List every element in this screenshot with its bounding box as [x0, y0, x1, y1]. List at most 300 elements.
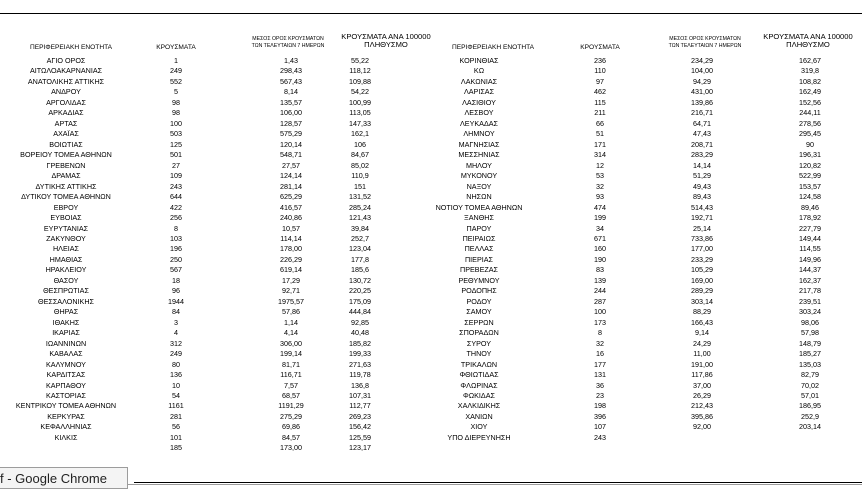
region-cell: ΛΕΥΚΑΔΑΣ [459, 118, 498, 128]
cases-cell: 256 [170, 213, 182, 223]
cases-cell: 36 [596, 380, 604, 390]
cases-cell: 83 [596, 265, 604, 275]
per100k-cell: 107,31 [349, 391, 371, 400]
region-cell: ΚΕΦΑΛΛΗΝΙΑΣ [40, 422, 92, 432]
region-cell: ΚΑΛΥΜΝΟΥ [46, 359, 86, 369]
header-region-right: ΠΕΡΙΦΕΡΕΙΑΚΗ ΕΝΟΤΗΤΑ [451, 44, 535, 51]
cases-cell: 115 [594, 97, 606, 107]
cases-cell: 552 [170, 76, 182, 86]
per100k-cell: 130,72 [349, 275, 371, 285]
avg-cell: 114,14 [280, 233, 302, 243]
per100k-cell: 109,88 [349, 76, 371, 86]
per100k-cell: 153,57 [799, 181, 821, 191]
cases-cell: 56 [172, 422, 180, 432]
cases-cell: 462 [594, 87, 606, 97]
header-region-left: ΠΕΡΙΦΕΡΕΙΑΚΗ ΕΝΟΤΗΤΑ [29, 44, 113, 51]
avg-cell: 117,86 [691, 370, 713, 380]
cases-cell: 32 [596, 338, 604, 348]
cases-cell: 16 [596, 349, 604, 359]
cases-cell: 125 [170, 139, 182, 149]
region-cell: ΡΟΔΟΥ [466, 296, 492, 306]
region-cell: ΠΙΕΡΙΑΣ [464, 254, 493, 264]
cases-cell: 8 [598, 328, 602, 338]
avg-cell: 116,71 [280, 370, 302, 380]
table-row [0, 203, 862, 213]
per100k-cell: 136,8 [351, 380, 369, 390]
header-per100k-left [330, 33, 442, 49]
cases-cell: 54 [172, 391, 180, 400]
header-per100k-line1: ΚΡΟΥΣΜΑΤΑ ΑΝΑ 100000 [341, 32, 431, 41]
cases-cell: 12 [596, 160, 604, 170]
avg-cell: 395,86 [691, 411, 713, 421]
avg-cell: 178,00 [280, 244, 302, 254]
region-cell: ΣΑΜΟΥ [466, 307, 492, 317]
avg-cell: 11,00 [693, 349, 711, 359]
region-cell: ΔΡΑΜΑΣ [51, 171, 81, 181]
region-cell: ΦΩΚΙΔΑΣ [463, 391, 495, 400]
table-row [0, 412, 862, 422]
avg-cell: 275,29 [280, 411, 302, 421]
region-cell: ΙΩΑΝΝΙΝΩΝ [45, 338, 87, 348]
cases-cell: 100 [170, 118, 182, 128]
per100k-cell: 185,27 [799, 349, 821, 359]
cases-cell: 4 [174, 328, 178, 338]
cases-cell: 281 [170, 411, 182, 421]
cases-cell: 243 [594, 432, 606, 442]
cases-cell: 109 [170, 171, 182, 181]
per100k-cell: 108,82 [799, 76, 821, 86]
cases-cell: 671 [594, 233, 606, 243]
avg-cell: 166,43 [691, 317, 713, 327]
cases-cell: 501 [170, 150, 182, 160]
table-row [0, 244, 862, 254]
avg-cell: 283,29 [691, 150, 713, 160]
per100k-cell: 162,49 [799, 87, 821, 97]
per100k-cell: 278,56 [799, 118, 821, 128]
avg-cell: 575,29 [280, 129, 302, 139]
cases-cell: 173 [594, 317, 606, 327]
avg-cell: 191,00 [691, 359, 713, 369]
region-cell: ΠΕΛΛΑΣ [464, 244, 494, 254]
per100k-cell: 522,99 [799, 171, 821, 181]
region-cell: ΣΕΡΡΩΝ [464, 317, 494, 327]
table-row [0, 433, 862, 443]
avg-cell: 216,71 [691, 108, 713, 118]
avg-cell: 57,86 [282, 307, 300, 317]
per100k-cell: 112,77 [349, 401, 371, 411]
cases-cell: 27 [172, 160, 180, 170]
avg-cell: 105,29 [691, 265, 713, 275]
per100k-cell: 285,24 [349, 202, 371, 212]
avg-cell: 139,86 [691, 97, 713, 107]
table-row [0, 182, 862, 192]
table-row [0, 422, 862, 432]
region-cell: ΡΕΘΥΜΝΟΥ [458, 275, 500, 285]
cases-cell: 644 [170, 192, 182, 202]
avg-cell: 64,71 [693, 118, 711, 128]
header-cases-left: ΚΡΟΥΣΜΑΤΑ [156, 44, 196, 51]
region-cell: ΞΑΝΘΗΣ [464, 213, 494, 223]
cases-cell: 98 [172, 97, 180, 107]
table-row [0, 307, 862, 317]
region-cell: ΧΑΛΚΙΔΙΚΗΣ [457, 401, 501, 411]
avg-cell: 233,29 [691, 254, 713, 264]
avg-cell: 135,57 [280, 97, 302, 107]
table-row [0, 77, 862, 87]
table-row [0, 171, 862, 181]
avg-cell: 416,57 [280, 202, 302, 212]
cases-cell: 567 [170, 265, 182, 275]
avg-cell: 548,71 [280, 150, 302, 160]
region-cell: ΛΑΡΙΣΑΣ [463, 87, 495, 97]
region-cell: ΑΙΤΩΛΟΑΚΑΡΝΑΝΙΑΣ [29, 66, 103, 76]
chrome-taskbar-tab[interactable]: f - Google Chrome [0, 467, 128, 489]
table-row [0, 140, 862, 150]
region-cell: ΛΑΚΩΝΙΑΣ [460, 76, 498, 86]
table-row [0, 276, 862, 286]
per100k-cell: 147,33 [349, 118, 371, 128]
region-cell: ΝΟΤΙΟΥ ΤΟΜΕΑ ΑΘΗΝΩΝ [435, 202, 523, 212]
avg-cell: 169,00 [691, 275, 713, 285]
avg-cell: 26,29 [693, 391, 711, 400]
avg-cell: 240,86 [280, 213, 302, 223]
per100k-cell: 319,8 [801, 66, 819, 76]
table-row [0, 370, 862, 380]
avg-cell: 25,14 [693, 223, 711, 233]
cases-cell: 160 [594, 244, 606, 254]
cases-cell: 110 [594, 66, 606, 76]
avg-cell: 306,00 [280, 338, 302, 348]
per100k-cell: 82,79 [801, 370, 819, 380]
avg-cell: 567,43 [280, 76, 302, 86]
per100k-cell: 199,33 [349, 349, 371, 359]
avg-cell: 92,71 [282, 286, 300, 296]
region-cell: ΚΑΡΠΑΘΟΥ [46, 380, 86, 390]
table-row [0, 328, 862, 338]
cases-cell: 131 [594, 370, 606, 380]
per100k-cell: 123,04 [349, 244, 371, 254]
per100k-cell: 100,99 [349, 97, 371, 107]
cases-cell: 101 [170, 432, 182, 442]
per100k-cell: 84,67 [351, 150, 369, 160]
per100k-cell: 175,09 [349, 296, 371, 306]
per100k-cell: 269,23 [349, 411, 371, 421]
cases-cell: 1944 [168, 296, 184, 306]
per100k-cell: 110,9 [351, 171, 369, 181]
header-avg-line2: ΤΩΝ ΤΕΛΕΥΤΑΙΩΝ 7 ΗΜΕΡΩΝ [251, 42, 325, 49]
avg-cell: 89,43 [693, 192, 711, 202]
header-per100k-line1: ΚΡΟΥΣΜΑΤΑ ΑΝΑ 100000 [763, 32, 853, 41]
per100k-cell: 239,51 [799, 296, 821, 306]
per100k-cell: 144,37 [799, 265, 821, 275]
per100k-cell: 151 [354, 181, 366, 191]
avg-cell: 212,43 [691, 401, 713, 411]
cases-cell: 103 [170, 233, 182, 243]
region-cell: ΘΗΡΑΣ [53, 307, 79, 317]
avg-cell: 88,29 [693, 307, 711, 317]
region-cell: ΚΟΡΙΝΘΙΑΣ [459, 56, 499, 65]
top-rule [0, 13, 862, 14]
avg-cell: 51,29 [693, 171, 711, 181]
avg-cell: 84,57 [282, 432, 300, 442]
avg-cell: 124,14 [280, 171, 302, 181]
table-row [0, 339, 862, 349]
header-per100k-right [754, 33, 862, 49]
cases-cell: 250 [170, 254, 182, 264]
region-cell: ΛΕΣΒΟΥ [464, 108, 494, 118]
cases-cell: 97 [596, 76, 604, 86]
avg-cell: 177,00 [691, 244, 713, 254]
per100k-cell: 120,82 [799, 160, 821, 170]
table-row [0, 87, 862, 97]
table-row [0, 265, 862, 275]
header-avg-right [643, 36, 767, 49]
per100k-cell: 135,03 [799, 359, 821, 369]
region-cell: ΚΑΣΤΟΡΙΑΣ [46, 391, 86, 400]
cases-cell: 32 [596, 181, 604, 191]
divider [134, 482, 862, 483]
cases-cell: 211 [594, 108, 606, 118]
avg-cell: 303,14 [691, 296, 713, 306]
avg-cell: 24,29 [693, 338, 711, 348]
region-cell: ΒΟΙΩΤΙΑΣ [49, 139, 83, 149]
per100k-cell: 178,92 [799, 213, 821, 223]
avg-cell: 69,86 [282, 422, 300, 432]
region-cell: ΠΑΡΟΥ [466, 223, 492, 233]
cases-cell: 51 [596, 129, 604, 139]
avg-cell: 47,43 [693, 129, 711, 139]
table-row [0, 224, 862, 234]
region-cell: ΑΡΓΟΛΙΔΑΣ [46, 97, 86, 107]
region-cell: ΠΡΕΒΕΖΑΣ [460, 265, 498, 275]
cases-cell: 249 [170, 66, 182, 76]
avg-cell: 431,00 [691, 87, 713, 97]
table-row [0, 129, 862, 139]
data-table [0, 56, 862, 454]
avg-cell: 92,00 [693, 422, 711, 432]
per100k-cell: 54,22 [351, 87, 369, 97]
per100k-cell: 271,63 [349, 359, 371, 369]
region-cell: ΚΕΝΤΡΙΚΟΥ ΤΟΜΕΑ ΑΘΗΝΩΝ [15, 401, 117, 411]
avg-cell: 4,14 [284, 328, 298, 338]
region-cell: ΕΒΡΟΥ [53, 202, 79, 212]
avg-cell: 1,14 [284, 317, 298, 327]
per100k-cell: 196,31 [799, 150, 821, 160]
cases-cell: 34 [596, 223, 604, 233]
avg-cell: 68,57 [282, 391, 300, 400]
cases-cell: 244 [594, 286, 606, 296]
per100k-cell: 125,59 [349, 432, 371, 442]
region-cell: ΡΟΔΟΠΗΣ [461, 286, 497, 296]
region-cell: ΚΑΡΔΙΤΣΑΣ [46, 370, 86, 380]
avg-cell: 192,71 [691, 213, 713, 223]
per100k-cell: 113,05 [349, 108, 371, 118]
region-cell: ΘΑΣΟΥ [53, 275, 79, 285]
cases-cell: 474 [594, 202, 606, 212]
region-cell: ΦΘΙΩΤΙΔΑΣ [459, 370, 499, 380]
avg-cell: 49,43 [693, 181, 711, 191]
per100k-cell: 148,79 [799, 338, 821, 348]
region-cell: ΚΩ [473, 66, 485, 76]
per100k-cell: 203,14 [799, 422, 821, 432]
region-cell: ΑΧΑΪΑΣ [53, 129, 79, 139]
cases-cell: 8 [174, 223, 178, 233]
avg-cell: 17,29 [282, 275, 300, 285]
header-avg-line1: ΜΕΣΟΣ ΟΡΟΣ ΚΡΟΥΣΜΑΤΩΝ [252, 36, 324, 42]
per100k-cell: 252,9 [801, 411, 819, 421]
per100k-cell: 123,17 [349, 443, 371, 453]
per100k-cell: 177,8 [351, 254, 369, 264]
cases-cell: 139 [594, 275, 606, 285]
cases-cell: 93 [596, 192, 604, 202]
avg-cell: 10,57 [282, 223, 300, 233]
table-row [0, 56, 862, 66]
avg-cell: 94,29 [693, 76, 711, 86]
taskbar-line [128, 484, 862, 485]
region-cell: ΣΠΟΡΑΔΩΝ [459, 328, 499, 338]
per100k-cell: 124,58 [799, 192, 821, 202]
cases-cell: 1161 [168, 401, 184, 411]
avg-cell: 128,57 [280, 118, 302, 128]
cases-cell: 185 [170, 443, 182, 453]
per100k-cell: 70,02 [801, 380, 819, 390]
per100k-cell: 252,7 [351, 233, 369, 243]
cases-cell: 177 [594, 359, 606, 369]
region-cell: ΗΜΑΘΙΑΣ [49, 254, 83, 264]
cases-cell: 396 [594, 411, 606, 421]
avg-cell: 234,29 [691, 56, 713, 65]
avg-cell: 289,29 [691, 286, 713, 296]
region-cell: ΜΑΓΝΗΣΙΑΣ [458, 139, 500, 149]
per100k-cell: 444,84 [349, 307, 371, 317]
per100k-cell: 303,24 [799, 307, 821, 317]
per100k-cell: 227,79 [799, 223, 821, 233]
per100k-cell: 118,12 [349, 66, 371, 76]
region-cell: ΦΛΩΡΙΝΑΣ [460, 380, 498, 390]
table-row [0, 381, 862, 391]
header-per100k-line2: ΠΛΗΘΥΣΜΟ [364, 40, 408, 49]
region-cell: ΑΓΙΟ ΟΡΟΣ [46, 56, 86, 65]
cases-cell: 136 [170, 370, 182, 380]
region-cell: ΤΡΙΚΑΛΩΝ [460, 359, 498, 369]
region-cell: ΑΡΚΑΔΙΑΣ [48, 108, 84, 118]
per100k-cell: 149,44 [799, 233, 821, 243]
cases-cell: 100 [594, 307, 606, 317]
table-row [0, 391, 862, 401]
avg-cell: 281,14 [280, 181, 302, 191]
region-cell: ΣΥΡΟΥ [466, 338, 492, 348]
per100k-cell: 39,84 [351, 223, 369, 233]
table-row [0, 318, 862, 328]
per100k-cell: 217,78 [799, 286, 821, 296]
per100k-cell: 90 [806, 139, 814, 149]
avg-cell: 619,14 [280, 265, 302, 275]
region-cell: ΝΗΣΩΝ [466, 192, 492, 202]
avg-cell: 120,14 [280, 139, 302, 149]
table-row [0, 360, 862, 370]
region-cell: ΖΑΚΥΝΘΟΥ [46, 233, 86, 243]
cases-cell: 84 [172, 307, 180, 317]
avg-cell: 1191,29 [278, 401, 304, 411]
per100k-cell: 98,06 [801, 317, 819, 327]
per100k-cell: 131,52 [349, 192, 371, 202]
per100k-cell: 185,82 [349, 338, 371, 348]
avg-cell: 298,43 [280, 66, 302, 76]
cases-cell: 171 [594, 139, 606, 149]
region-cell: ΕΥΡΥΤΑΝΙΑΣ [43, 223, 89, 233]
per100k-cell: 162,67 [799, 56, 821, 65]
per100k-cell: 121,43 [349, 213, 371, 223]
region-cell: ΧΙΟΥ [470, 422, 488, 432]
table-row [0, 192, 862, 202]
per100k-cell: 92,85 [351, 317, 369, 327]
region-cell: ΛΗΜΝΟΥ [463, 129, 495, 139]
region-cell: ΗΛΕΙΑΣ [52, 244, 80, 254]
region-cell: ΗΡΑΚΛΕΙΟΥ [45, 265, 87, 275]
avg-cell: 625,29 [280, 192, 302, 202]
region-cell: ΛΑΣΙΘΙΟΥ [462, 97, 496, 107]
cases-cell: 53 [596, 171, 604, 181]
per100k-cell: 119,78 [349, 370, 371, 380]
avg-cell: 9,14 [695, 328, 709, 338]
region-cell: ΒΟΡΕΙΟΥ ΤΟΜΕΑ ΑΘΗΝΩΝ [20, 150, 112, 160]
region-cell: ΙΘΑΚΗΣ [52, 317, 80, 327]
header-per100k-line2: ΠΛΗΘΥΣΜΟ [786, 40, 830, 49]
region-cell: ΜΗΛΟΥ [466, 160, 492, 170]
cases-cell: 503 [170, 129, 182, 139]
per100k-cell: 149,96 [799, 254, 821, 264]
avg-cell: 208,71 [691, 139, 713, 149]
avg-cell: 1975,57 [278, 296, 304, 306]
cases-cell: 199 [594, 213, 606, 223]
region-cell: ΑΝΑΤΟΛΙΚΗΣ ΑΤΤΙΚΗΣ [27, 76, 105, 86]
table-row [0, 213, 862, 223]
cases-cell: 3 [174, 317, 178, 327]
cases-cell: 18 [172, 275, 180, 285]
cases-cell: 10 [172, 380, 180, 390]
avg-cell: 27,57 [282, 160, 300, 170]
region-cell: ΘΕΣΠΡΩΤΙΑΣ [43, 286, 89, 296]
region-cell: ΔΥΤΙΚΗΣ ΑΤΤΙΚΗΣ [35, 181, 97, 191]
per100k-cell: 152,56 [799, 97, 821, 107]
table-row [0, 286, 862, 296]
avg-cell: 106,00 [280, 108, 302, 118]
cases-cell: 314 [594, 150, 606, 160]
cases-cell: 66 [596, 118, 604, 128]
avg-cell: 226,29 [280, 254, 302, 264]
region-cell: ΧΑΝΙΩΝ [465, 411, 493, 421]
per100k-cell: 89,46 [801, 202, 819, 212]
table-row [0, 150, 862, 160]
cases-cell: 107 [594, 422, 606, 432]
table-row [0, 98, 862, 108]
per100k-cell: 55,22 [351, 56, 369, 65]
cases-cell: 422 [170, 202, 182, 212]
region-cell: ΚΕΡΚΥΡΑΣ [47, 411, 85, 421]
avg-cell: 173,00 [280, 443, 302, 453]
avg-cell: 8,14 [284, 87, 298, 97]
per100k-cell: 40,48 [351, 328, 369, 338]
cases-cell: 236 [594, 56, 606, 65]
table-row [0, 349, 862, 359]
region-cell: ΔΥΤΙΚΟΥ ΤΟΜΕΑ ΑΘΗΝΩΝ [21, 192, 111, 202]
avg-cell: 514,43 [691, 202, 713, 212]
cases-cell: 249 [170, 349, 182, 359]
cases-cell: 243 [170, 181, 182, 191]
cases-cell: 196 [170, 244, 182, 254]
region-cell: ΙΚΑΡΙΑΣ [52, 328, 80, 338]
avg-cell: 199,14 [280, 349, 302, 359]
